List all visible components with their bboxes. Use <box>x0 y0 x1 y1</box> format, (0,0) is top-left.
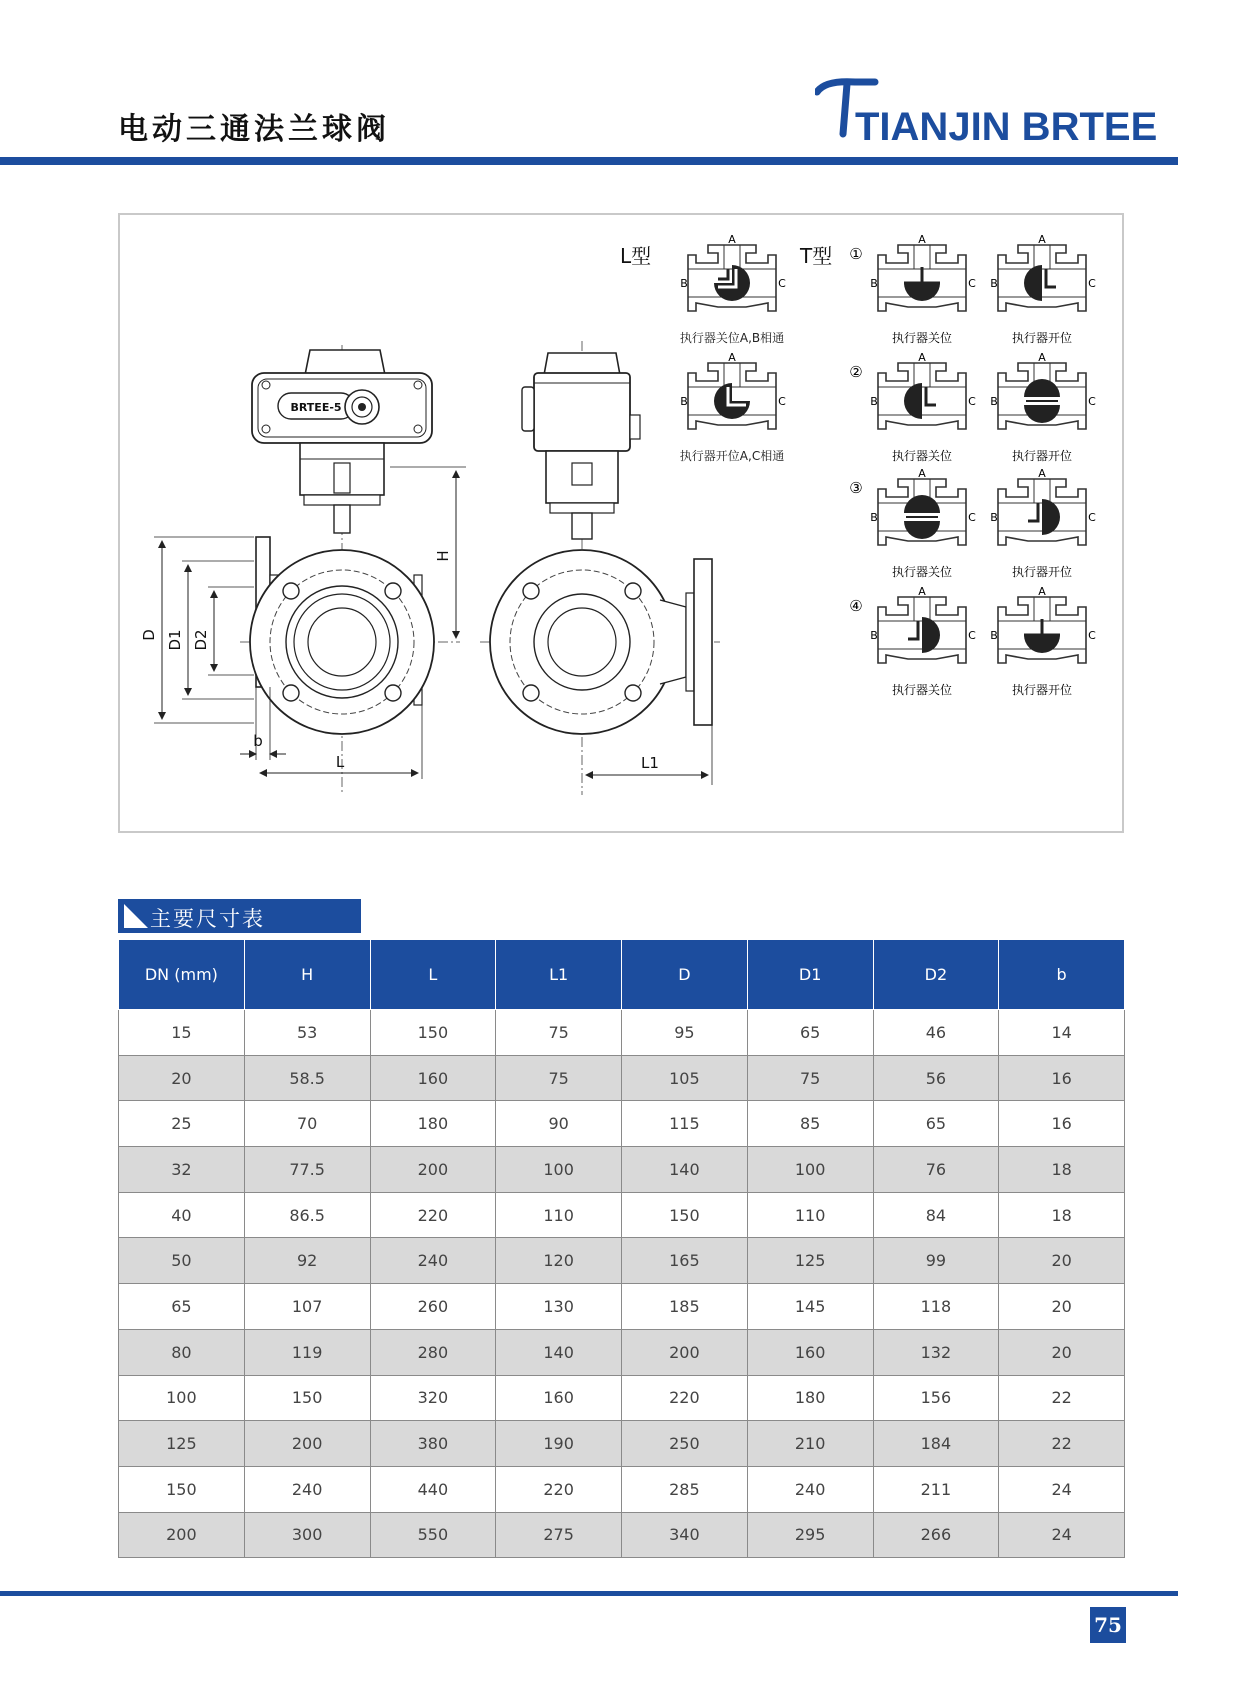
table-cell: 260 <box>370 1284 496 1330</box>
t-type-4-closed <box>870 585 976 663</box>
table-cell: 211 <box>873 1466 999 1512</box>
table-row <box>119 1421 1125 1467</box>
table-cell: 100 <box>747 1147 873 1193</box>
l-type-state-2 <box>680 351 786 429</box>
table-cell: 150 <box>119 1466 245 1512</box>
table-cell: 220 <box>622 1375 748 1421</box>
table-row <box>119 1375 1125 1421</box>
table-row <box>119 1466 1125 1512</box>
table-cell: 250 <box>622 1421 748 1467</box>
table-cell: 56 <box>873 1055 999 1101</box>
t4-open-caption: 执行器开位 <box>1011 683 1073 697</box>
table-row <box>119 1284 1125 1330</box>
table-cell: 115 <box>622 1101 748 1147</box>
table-cell: 160 <box>496 1375 622 1421</box>
table-cell: 200 <box>370 1147 496 1193</box>
table-cell: 180 <box>370 1101 496 1147</box>
page-number: 75 <box>1090 1607 1126 1643</box>
t-type-1-open <box>990 233 1096 311</box>
table-cell: 125 <box>747 1238 873 1284</box>
table-row <box>119 1010 1125 1056</box>
svg-text:B: B <box>990 277 998 290</box>
table-cell: 24 <box>999 1466 1125 1512</box>
svg-text:B: B <box>870 277 878 290</box>
table-cell: 190 <box>496 1421 622 1467</box>
svg-text:B: B <box>870 511 878 524</box>
footer-rule <box>0 1591 1178 1596</box>
table-cell: 53 <box>244 1010 370 1056</box>
table-cell: 160 <box>370 1055 496 1101</box>
table-cell: 84 <box>873 1192 999 1238</box>
svg-text:B: B <box>990 511 998 524</box>
dim-label-h: H <box>434 550 452 562</box>
actuator-label: BRTEE-5 <box>290 401 342 414</box>
t-type-4-open <box>990 585 1096 663</box>
table-row <box>119 1192 1125 1238</box>
table-cell: 380 <box>370 1421 496 1467</box>
svg-text:B: B <box>870 395 878 408</box>
table-cell: 118 <box>873 1284 999 1330</box>
table-cell: 200 <box>622 1329 748 1375</box>
header-d: D <box>622 940 748 1010</box>
l-type-state-1 <box>680 233 786 311</box>
svg-text:A: A <box>918 585 926 598</box>
table-cell: 184 <box>873 1421 999 1467</box>
table-cell: 58.5 <box>244 1055 370 1101</box>
dim-label-d2: D2 <box>192 629 210 651</box>
t-type-diagrams <box>799 233 1096 697</box>
svg-text:C: C <box>968 629 976 642</box>
svg-text:A: A <box>1038 585 1046 598</box>
t1-closed-caption: 执行器关位 <box>891 331 953 345</box>
table-cell: 220 <box>496 1466 622 1512</box>
table-cell: 140 <box>622 1147 748 1193</box>
t-type-label: T型 <box>800 244 833 268</box>
table-cell: 16 <box>999 1055 1125 1101</box>
t1-open-caption: 执行器开位 <box>1011 331 1073 345</box>
table-cell: 156 <box>873 1375 999 1421</box>
table-cell: 100 <box>496 1147 622 1193</box>
table-cell: 18 <box>999 1147 1125 1193</box>
header-l1: L1 <box>496 940 622 1010</box>
table-row <box>119 1101 1125 1147</box>
svg-text:A: A <box>918 233 926 246</box>
table-cell: 240 <box>244 1466 370 1512</box>
side-view <box>480 341 720 795</box>
table-cell: 25 <box>119 1101 245 1147</box>
header-l: L <box>370 940 496 1010</box>
dim-label-b: b <box>253 732 263 750</box>
table-body <box>119 1010 1125 1558</box>
table-cell: 240 <box>370 1238 496 1284</box>
table-cell: 150 <box>370 1010 496 1056</box>
table-cell: 150 <box>244 1375 370 1421</box>
table-cell: 145 <box>747 1284 873 1330</box>
brand-text: TIANJIN BRTEE <box>855 105 1158 149</box>
table-cell: 18 <box>999 1192 1125 1238</box>
table-cell: 80 <box>119 1329 245 1375</box>
group-marker-2: ② <box>849 363 863 381</box>
table-cell: 110 <box>496 1192 622 1238</box>
table-cell: 20 <box>999 1238 1125 1284</box>
table-cell: 75 <box>496 1010 622 1056</box>
table-cell: 160 <box>747 1329 873 1375</box>
port-a: A <box>728 351 736 364</box>
table-cell: 140 <box>496 1329 622 1375</box>
table-row <box>119 1512 1125 1558</box>
technical-drawing <box>118 213 1124 833</box>
table-cell: 20 <box>119 1055 245 1101</box>
table-cell: 340 <box>622 1512 748 1558</box>
t3-closed-caption: 执行器关位 <box>891 565 953 579</box>
table-cell: 120 <box>496 1238 622 1284</box>
table-cell: 300 <box>244 1512 370 1558</box>
table-cell: 70 <box>244 1101 370 1147</box>
header-h: H <box>244 940 370 1010</box>
svg-text:A: A <box>1038 233 1046 246</box>
table-cell: 22 <box>999 1421 1125 1467</box>
table-row <box>119 1055 1125 1101</box>
section-title-text: 主要尺寸表 <box>150 907 265 931</box>
l-type-caption-1: 执行器关位A,B相通 <box>679 331 785 345</box>
port-b: B <box>680 277 688 290</box>
svg-text:C: C <box>1088 277 1096 290</box>
page-title: 电动三通法兰球阀 <box>118 112 390 147</box>
table-cell: 92 <box>244 1238 370 1284</box>
port-a: A <box>728 233 736 246</box>
t-type-3-open <box>990 467 1096 545</box>
table-cell: 165 <box>622 1238 748 1284</box>
l-type-label: L型 <box>620 244 652 268</box>
table-cell: 95 <box>622 1010 748 1056</box>
table-cell: 22 <box>999 1375 1125 1421</box>
table-cell: 240 <box>747 1466 873 1512</box>
svg-text:A: A <box>1038 351 1046 364</box>
table-cell: 125 <box>119 1421 245 1467</box>
table-cell: 107 <box>244 1284 370 1330</box>
table-cell: 266 <box>873 1512 999 1558</box>
table-cell: 550 <box>370 1512 496 1558</box>
dim-label-d1: D1 <box>166 629 184 651</box>
table-cell: 99 <box>873 1238 999 1284</box>
table-cell: 15 <box>119 1010 245 1056</box>
table-cell: 16 <box>999 1101 1125 1147</box>
svg-text:C: C <box>968 395 976 408</box>
group-marker-1: ① <box>849 245 863 263</box>
t-type-1-closed <box>870 233 976 311</box>
svg-text:A: A <box>918 467 926 480</box>
svg-text:B: B <box>870 629 878 642</box>
t-type-3-closed <box>870 467 976 545</box>
table-cell: 110 <box>747 1192 873 1238</box>
table-cell: 275 <box>496 1512 622 1558</box>
table-cell: 14 <box>999 1010 1125 1056</box>
group-marker-3: ③ <box>849 479 863 497</box>
table-cell: 295 <box>747 1512 873 1558</box>
svg-text:C: C <box>1088 511 1096 524</box>
svg-text:B: B <box>990 395 998 408</box>
brand-logo <box>815 74 1175 154</box>
t2-open-caption: 执行器开位 <box>1011 449 1073 463</box>
table-cell: 90 <box>496 1101 622 1147</box>
t2-closed-caption: 执行器关位 <box>891 449 953 463</box>
svg-text:C: C <box>968 277 976 290</box>
port-c: C <box>778 395 786 408</box>
header-rule <box>0 157 1178 165</box>
t3-open-caption: 执行器开位 <box>1011 565 1073 579</box>
t-type-2-closed <box>870 351 976 429</box>
table-row <box>119 1329 1125 1375</box>
table-cell: 32 <box>119 1147 245 1193</box>
header-b: b <box>999 940 1125 1010</box>
svg-text:C: C <box>1088 629 1096 642</box>
dim-label-d: D <box>140 629 158 641</box>
svg-text:A: A <box>918 351 926 364</box>
table-cell: 77.5 <box>244 1147 370 1193</box>
svg-text:B: B <box>990 629 998 642</box>
svg-text:C: C <box>1088 395 1096 408</box>
group-marker-4: ④ <box>849 597 863 615</box>
header-d2: D2 <box>873 940 999 1010</box>
port-c: C <box>778 277 786 290</box>
table-cell: 185 <box>622 1284 748 1330</box>
table-cell: 50 <box>119 1238 245 1284</box>
t4-closed-caption: 执行器关位 <box>891 683 953 697</box>
table-row <box>119 1147 1125 1193</box>
table-cell: 40 <box>119 1192 245 1238</box>
table-cell: 65 <box>747 1010 873 1056</box>
table-cell: 24 <box>999 1512 1125 1558</box>
table-cell: 280 <box>370 1329 496 1375</box>
table-cell: 210 <box>747 1421 873 1467</box>
l-type-caption-2: 执行器开位A,C相通 <box>679 449 785 463</box>
front-view <box>140 345 466 795</box>
table-cell: 76 <box>873 1147 999 1193</box>
table-cell: 150 <box>622 1192 748 1238</box>
header-dn: DN (mm) <box>119 940 245 1010</box>
table-cell: 285 <box>622 1466 748 1512</box>
section-title <box>118 899 361 933</box>
table-cell: 220 <box>370 1192 496 1238</box>
table-cell: 20 <box>999 1284 1125 1330</box>
table-cell: 132 <box>873 1329 999 1375</box>
table-cell: 200 <box>119 1512 245 1558</box>
header-d1: D1 <box>747 940 873 1010</box>
dim-label-l1: L1 <box>641 754 659 772</box>
table-cell: 86.5 <box>244 1192 370 1238</box>
dim-label-l: L <box>335 753 345 771</box>
table-header-row <box>119 940 1125 1010</box>
valve-drawing-svg <box>120 215 1122 831</box>
table-cell: 180 <box>747 1375 873 1421</box>
table-cell: 200 <box>244 1421 370 1467</box>
section-triangle-icon <box>124 904 148 928</box>
dimensions-table <box>118 940 1125 1558</box>
table-cell: 75 <box>747 1055 873 1101</box>
table-cell: 130 <box>496 1284 622 1330</box>
table-row <box>119 1238 1125 1284</box>
svg-text:C: C <box>968 511 976 524</box>
table-cell: 119 <box>244 1329 370 1375</box>
table-cell: 75 <box>496 1055 622 1101</box>
table-cell: 20 <box>999 1329 1125 1375</box>
table-cell: 65 <box>119 1284 245 1330</box>
table-cell: 65 <box>873 1101 999 1147</box>
svg-text:A: A <box>1038 467 1046 480</box>
t-type-2-open <box>990 351 1096 429</box>
l-type-diagrams <box>620 233 786 463</box>
table-cell: 440 <box>370 1466 496 1512</box>
table-cell: 85 <box>747 1101 873 1147</box>
table-cell: 105 <box>622 1055 748 1101</box>
port-b: B <box>680 395 688 408</box>
table-cell: 100 <box>119 1375 245 1421</box>
table-cell: 320 <box>370 1375 496 1421</box>
table-cell: 46 <box>873 1010 999 1056</box>
